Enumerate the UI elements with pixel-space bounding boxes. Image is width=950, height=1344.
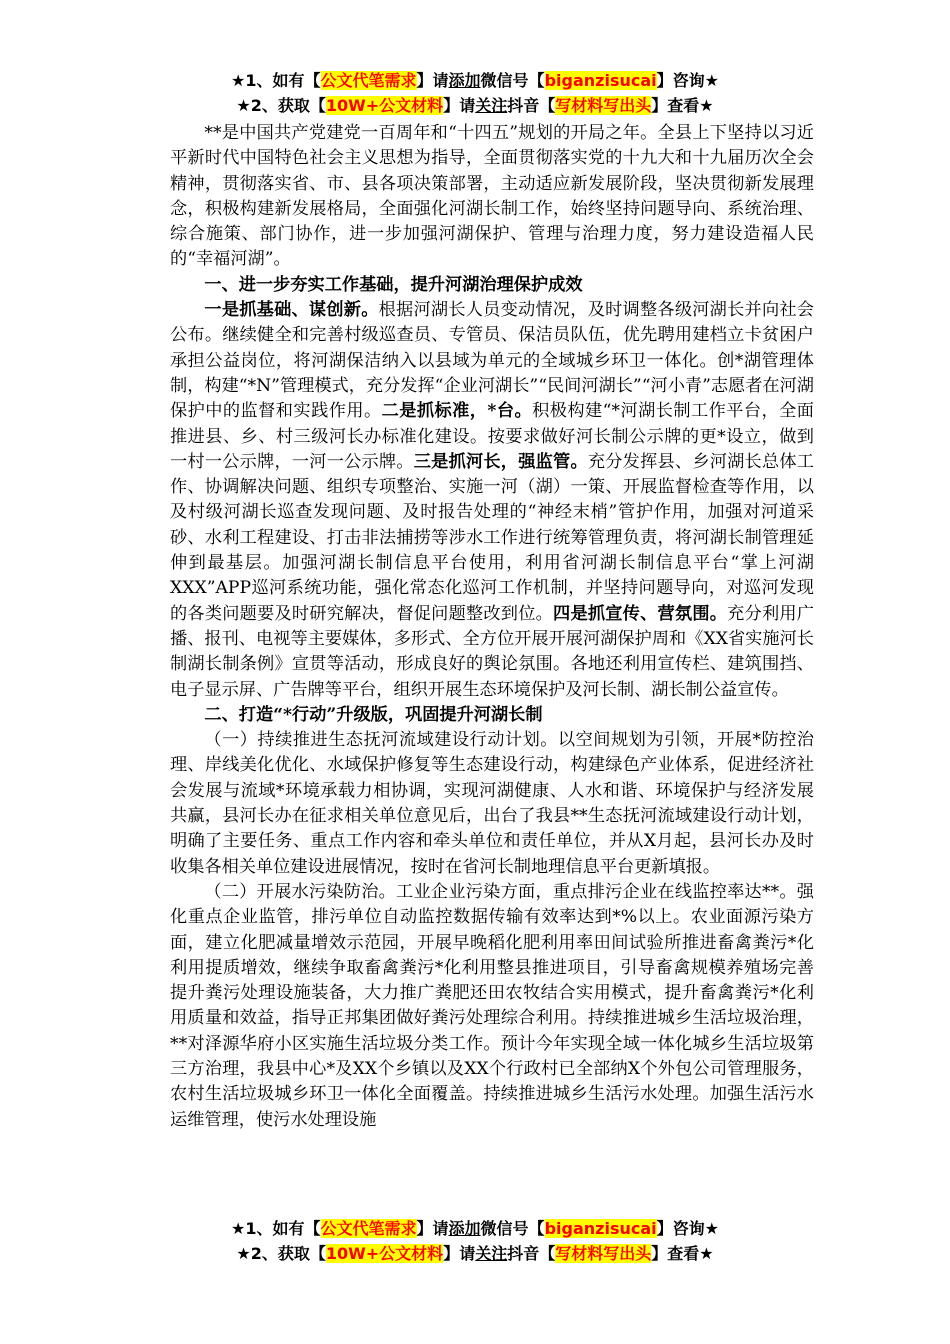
banner-highlight: biganzisucai: [544, 1219, 657, 1238]
banner-text: 】查看★: [651, 1244, 714, 1263]
top-banner-line-2: [150, 94, 800, 118]
top-banner-line-1: [150, 69, 800, 93]
intro-paragraph: **是中国共产党建党一百周年和“十四五”规划的开局之年。全县上下坚持以习近平新时代中国特色社会主义思想为指导，全面贯彻落实党的十九大和十九届历次全会精神，贯彻落实省、市、县各项决策部署，主动适应新发展阶段，坚决贯彻新发展理念，积极构建新发展格局，全面强化河湖长制工作，始终坚持问题导向、系统治理、综合施策、部门协作，进一步加强河湖保护、管理与治理力度，努力建设造福人民的“幸福河湖”。: [170, 123, 814, 270]
paragraph-text: 根据河湖长人员变动情况，及时调整各级河湖长并向社会公布。继续健全和完善村级巡查员、专管员、保洁员队伍，优先聘用建档立卡贫困户承担公益岗位，将河湖保洁纳入以县域为单元的全域城乡环卫一体化。创*湖管理体制，构建“*N”管理模式，充分发挥“企业河湖长”“民间河湖长”“河小青”志愿者在河湖保护中的监督和实践作用。: [170, 300, 814, 422]
paragraph-text: 充分利用广播、报刊、电视等主要媒体，多形式、全方位开展开展河湖保护周和《XX省实施河长制湖长制条例》宣贯等活动，形成良好的舆论氛围。各地还利用宣传栏、建筑围挡、电子显示屏、广告牌等平台，组织开展生态环境保护及河长制、湖长制公益宣传。: [170, 603, 814, 700]
banner-text: 】请: [416, 71, 449, 90]
paragraph-text: 充分发挥县、乡河湖长总体工作、协调解决问题、组织专项整治、实施一河（湖）一策、开展监督检查等作用，以及村级河湖长巡查发现问题、及时报告处理的“神经末梢”管护作用，加强对河道采砂、水利工程建设、打击非法捕捞等涉水工作进行统筹管理负责，将河湖长制管理延伸到最基层。加强河湖长制信息平台使用，利用省河湖长制信息平台“掌上河湖XXX”APP巡河系统功能，强化常态化巡河工作机制，并坚持问题导向，对巡河发现的各类问题要及时研究解决，督促问题整改到位。: [170, 451, 814, 624]
banner-text: 】请: [443, 1244, 476, 1263]
banner-underline: 关注: [475, 96, 508, 115]
banner-text: ★2、获取【: [236, 1244, 326, 1263]
banner-underline: 关注: [475, 1244, 508, 1263]
banner-highlight: biganzisucai: [544, 71, 657, 90]
banner-text: 微信号【: [480, 71, 545, 90]
lead-phrase: 三是抓河长，强监管。: [413, 451, 588, 472]
banner-underline: 添加: [448, 71, 481, 90]
banner-text: 】查看★: [651, 96, 714, 115]
banner-text: 抖音【: [507, 96, 556, 115]
banner-text: ★1、如有【: [231, 1219, 321, 1238]
banner-text: 微信号【: [480, 1219, 545, 1238]
banner-text: 】请: [443, 96, 476, 115]
paragraph-text: 积极构建“*河湖长制工作平台，全面推进县、乡、村三级河长办标准化建设。按要求做好河长制公示牌的更*设立，做到一村一公示牌，一河一公示牌。: [170, 401, 814, 472]
lead-phrase: 二是抓标准，*台。: [381, 401, 533, 422]
banner-text: ★2、获取【: [236, 96, 326, 115]
section-heading-2: 二、打造“*行动”升级版，巩固提升河湖长制: [204, 704, 543, 725]
section-heading-1: 一、进一步夯实工作基础，提升河湖治理保护成效: [204, 274, 583, 295]
banner-highlight: 公文代笔需求: [320, 71, 417, 90]
lead-phrase: 一是抓基础、谋创新。: [204, 300, 379, 321]
banner-highlight: 写材料写出头: [555, 96, 652, 115]
banner-highlight: 公文代笔需求: [320, 1219, 417, 1238]
section-2-paragraph-2: （二）开展水污染防治。工业企业污染方面，重点排污企业在线监控率达**。强化重点企业监管，排污单位自动监控数据传输有效率达到*%以上。农业面源污染方面，建立化肥减量增效示范园，开展早晚稻化肥利用率田间试验所推进畜禽粪污*化利用提质增效，继续争取畜禽粪污*化利用整县推进项目，引导畜禽规模养殖场完善提升粪污处理设施装备，大力推广粪肥还田农牧结合实用模式，提升畜禽粪污*化利用质量和效益，指导正邦集团做好粪污处理综合利用。持续推进城乡生活垃圾治理，**对泽源华府小区实施生活垃圾分类工作。预计今年实现全域一体化城乡生活垃圾第三方治理，我县中心*及XX个乡镇以及XX个行政村已全部纳X个外包公司管理服务，农村生活垃圾城乡环卫一体化全面覆盖。持续推进城乡生活污水处理。加强生活污水运维管理，使污水处理设施: [170, 881, 814, 1130]
banner-text: 抖音【: [507, 1244, 556, 1263]
banner-underline: 添加: [448, 1219, 481, 1238]
section-1-paragraph: [170, 298, 814, 703]
banner-text: 】请: [416, 1219, 449, 1238]
bottom-banner-line-1: [150, 1217, 800, 1241]
banner-text: ★1、如有【: [231, 71, 321, 90]
banner-highlight: 10W+公文材料: [325, 1244, 444, 1263]
banner-text: 】咨询★: [656, 71, 719, 90]
banner-highlight: 写材料写出头: [555, 1244, 652, 1263]
document-body: [170, 121, 814, 1133]
bottom-banner-line-2: [150, 1242, 800, 1266]
lead-phrase: 四是抓宣传、营氛围。: [553, 603, 728, 624]
banner-text: 】咨询★: [656, 1219, 719, 1238]
banner-highlight: 10W+公文材料: [325, 96, 444, 115]
section-2-paragraph-1: （一）持续推进生态抚河流域建设行动计划。以空间规划为引领，开展*防控治理、岸线美化优化、水域保护修复等生态建设行动，构建绿色产业体系，促进经济社会发展与流域*环境承载力相协调，实现河湖健康、人水和谐、环境保护与经济发展共赢，县河长办在征求相关单位意见后，出台了我县**生态抚河流域建设行动计划，明确了主要任务、重点工作内容和牵头单位和责任单位，并从X月起，县河长办及时收集各相关单位建设进展情况，按时在省河长制地理信息平台更新填报。: [170, 730, 814, 877]
